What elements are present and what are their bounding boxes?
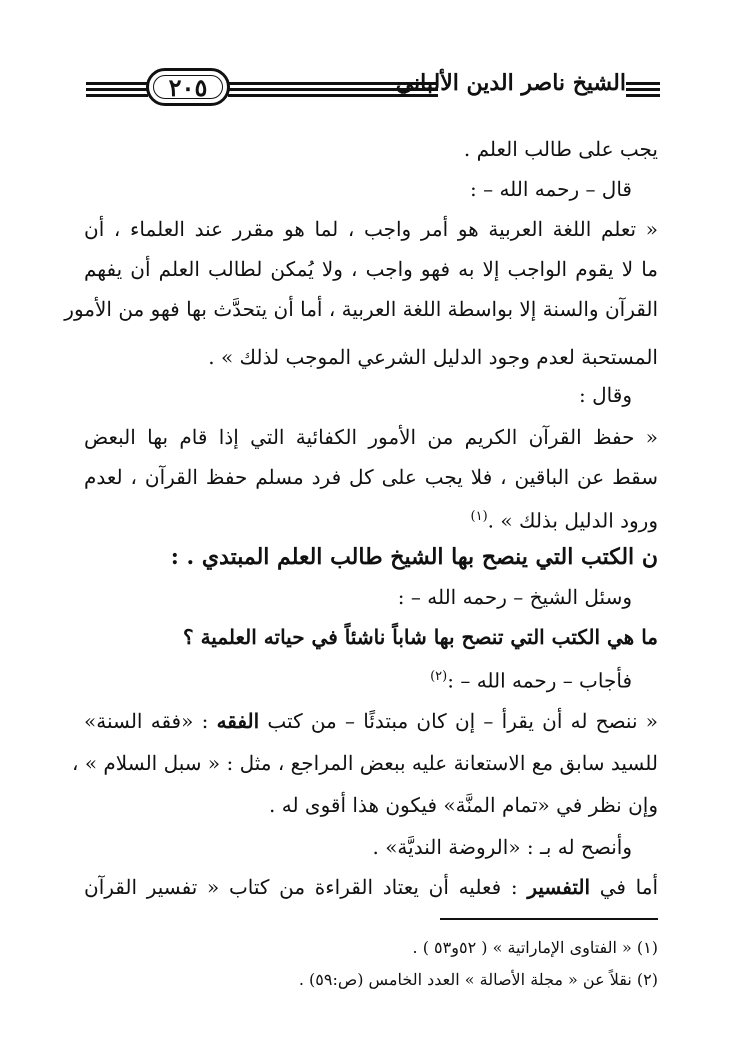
footnote-rule bbox=[440, 918, 658, 920]
page-number: ٢٠٥ bbox=[168, 72, 208, 102]
header-rule bbox=[626, 88, 660, 91]
body-text: : فعليه أن يعتاد القراءة من كتاب « تفسير القرآن bbox=[84, 875, 518, 899]
body-line: وسئل الشيخ – رحمه الله – : bbox=[397, 585, 632, 609]
footnote: (٢) نقلاً عن « مجلة الأصالة » العدد الخامس (ص:٥٩) . bbox=[298, 970, 658, 989]
footnote-ref: (٢) bbox=[430, 669, 448, 684]
quote-line: للسيد سابق مع الاستعانة عليه ببعض المراجع ، مثل : « سبل السلام » ، bbox=[72, 751, 658, 775]
emphasis-text: الفقه bbox=[216, 709, 260, 733]
answer-intro: فأجاب – رحمه الله – : bbox=[447, 668, 632, 693]
heading-marker: ن bbox=[641, 544, 658, 570]
quote-line: وإن نظر في «تمام المنَّة» فيكون هذا أقوى له . bbox=[269, 793, 658, 817]
body-text: أما في bbox=[599, 875, 659, 899]
emphasis-text: التفسير bbox=[527, 875, 591, 899]
running-header bbox=[86, 68, 660, 108]
body-line bbox=[430, 662, 632, 696]
header-rule bbox=[86, 82, 148, 85]
quote-line: « حفظ القرآن الكريم من الأمور الكفائية التي إذا قام بها البعض bbox=[84, 425, 658, 449]
body-line: وأنصح له بـ : «الروضة النديَّة» . bbox=[372, 835, 632, 859]
quote-line: المستحبة لعدم وجود الدليل الشرعي الموجب لذلك » . bbox=[208, 345, 658, 369]
header-rule bbox=[86, 94, 148, 97]
footnote-ref: (١) bbox=[470, 509, 488, 524]
quote-line: سقط عن الباقين ، فلا يجب على كل فرد مسلم حفظ القرآن ، لعدم bbox=[84, 465, 658, 489]
question-line: ما هي الكتب التي تنصح بها شاباً ناشئاً في حياته العلمية ؟ bbox=[183, 625, 658, 649]
quote-line bbox=[84, 706, 658, 736]
quote-text: : «فقه السنة» bbox=[84, 709, 209, 733]
body-line: قال – رحمه الله – : bbox=[469, 177, 632, 201]
quote-line bbox=[471, 502, 658, 536]
quote-line: القرآن والسنة إلا بواسطة اللغة العربية ، أما أن يتحدَّث بها فهو من الأمور bbox=[64, 297, 658, 321]
quote-text: « ننصح له أن يقرأ – إن كان مبتدئًا – من كتب bbox=[267, 709, 659, 733]
running-title: الشيخ ناصر الدين الألباني bbox=[395, 70, 626, 96]
header-rule bbox=[626, 94, 660, 97]
page-number-frame bbox=[146, 68, 230, 106]
quote-line: ما لا يقوم الواجب إلا به فهو واجب ، ولا يُمكن لطالب العلم أن يفهم bbox=[84, 257, 658, 281]
header-rule bbox=[626, 82, 660, 85]
heading-text: الكتب التي ينصح بها الشيخ طالب العلم المبتدي . : bbox=[170, 544, 635, 570]
section-heading bbox=[171, 542, 658, 572]
body-line: وقال : bbox=[579, 383, 632, 407]
header-rule bbox=[86, 88, 148, 91]
body-line: يجب على طالب العلم . bbox=[463, 137, 658, 161]
quote-text: ورود الدليل بذلك » . bbox=[487, 508, 658, 533]
quote-line: « تعلم اللغة العربية هو أمر واجب ، لما هو مقرر عند العلماء ، أن bbox=[84, 217, 658, 241]
footnote: (١) « الفتاوى الإماراتية » ( ٥٢و٥٣ ) . bbox=[412, 938, 658, 957]
body-line bbox=[84, 872, 658, 902]
